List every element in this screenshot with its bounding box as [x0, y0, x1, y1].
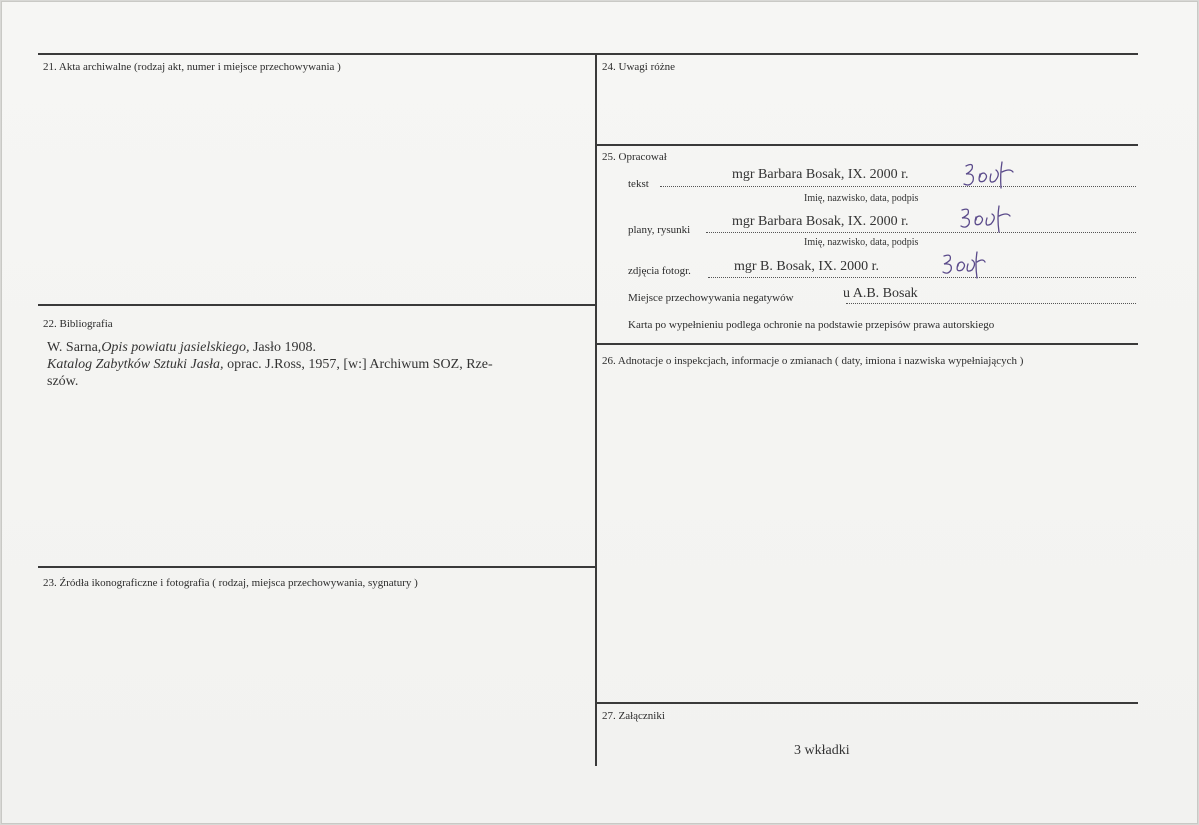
section-22-label: 22. Bibliografia [43, 318, 113, 330]
tekst-label: tekst [628, 178, 649, 190]
rule-25-26 [597, 343, 1138, 345]
rule-21-22 [38, 304, 597, 306]
negatywy-label: Miejsce przechowywania negatywów [628, 292, 794, 304]
rule-26-27 [597, 702, 1138, 704]
signature-3 [938, 250, 988, 282]
caption-1: Imię, nazwisko, data, podpis [804, 193, 919, 204]
signature-1 [958, 160, 1018, 192]
plany-value: mgr Barbara Bosak, IX. 2000 r. [732, 214, 909, 229]
tekst-value: mgr Barbara Bosak, IX. 2000 r. [732, 167, 909, 182]
section-26-label: 26. Adnotacje o inspekcjach, informacje o zmianach ( daty, imiona i nazwiska wypełniających ) [602, 355, 1024, 367]
tekst-dotted-line [660, 186, 1136, 187]
bibliography-entry-2-cont: szów. [47, 374, 79, 389]
top-rule-left [38, 53, 598, 55]
zdjecia-value: mgr B. Bosak, IX. 2000 r. [734, 259, 880, 274]
section-27-label: 27. Załączniki [602, 710, 665, 722]
section-21-label: 21. Akta archiwalne (rodzaj akt, numer i miejsce przechowywania ) [43, 61, 341, 73]
section-25-label: 25. Opracował [602, 151, 667, 163]
plany-dotted-line [706, 232, 1136, 233]
rule-24-25 [597, 144, 1138, 146]
zdjecia-label: zdjęcia fotogr. [628, 265, 691, 277]
signature-2 [956, 204, 1016, 236]
bibliography-entries [47, 339, 585, 390]
attachments-value: 3 wkładki [794, 743, 850, 758]
section-23-label: 23. Źródła ikonograficzne i fotografia ( rodzaj, miejsca przechowywania, sygnatury ) [43, 577, 418, 589]
top-rule-right [597, 53, 1138, 55]
caption-2: Imię, nazwisko, data, podpis [804, 237, 919, 248]
center-divider [595, 53, 597, 766]
section-24-label: 24. Uwagi różne [602, 61, 676, 73]
plany-label: plany, rysunki [628, 224, 691, 236]
negatywy-value: u A.B. Bosak [843, 286, 918, 301]
bibliography-entry-1: W. Sarna,Opis powiatu jasielskiego, Jasło 1908. [47, 340, 316, 355]
bibliography-entry-2: Katalog Zabytków Sztuki Jasła, oprac. J.Ross, 1957, [w:] Archiwum SOZ, Rze- [47, 357, 493, 372]
copyright-note: Karta po wypełnieniu podlega ochronie na podstawie przepisów prawa autorskiego [628, 319, 995, 331]
zdjecia-dotted-line [708, 277, 1136, 278]
rule-22-23 [38, 566, 597, 568]
negatywy-dotted-line [846, 303, 1136, 304]
